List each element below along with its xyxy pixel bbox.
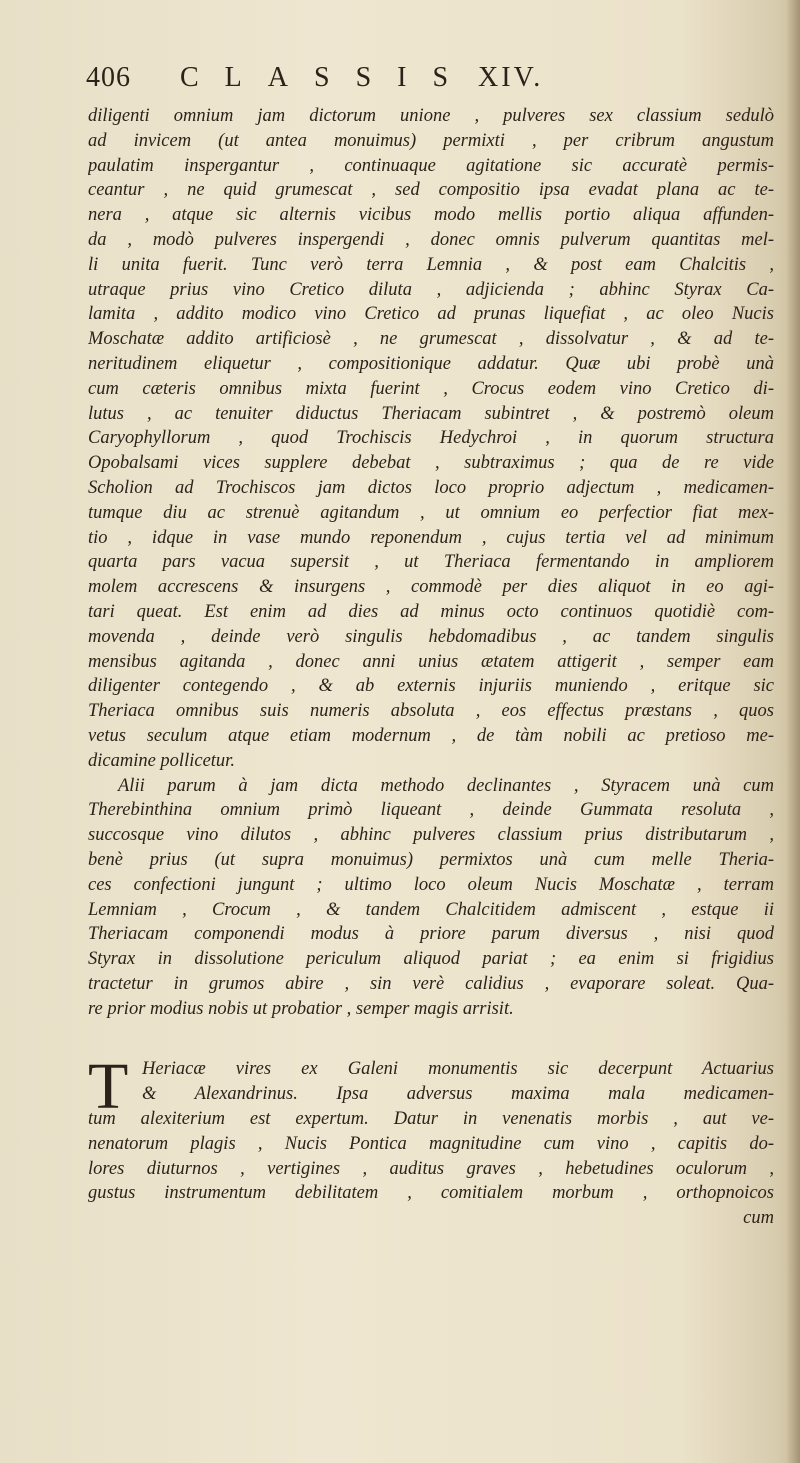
text-line: diligenti omnium jam dictorum unione , pulveres sex classium sedulò [88,106,774,126]
text-line: utraque prius vino Cretico diluta , adjicienda ; abhinc Styrax Ca- [88,279,774,300]
catchword: cum [743,1208,774,1229]
running-head [180,62,543,94]
text-line: Theriaca omnibus suis numeris absoluta , eos effectus præstans , quos [88,701,774,722]
text-line: gustus instrumentum debilitatem , comitialem morbum , orthopnoicos [88,1183,774,1204]
text-line: ces confectioni jungunt ; ultimo loco oleum Nucis Moschatæ , terram [88,874,774,895]
text-line: tumque diu ac strenuè agitandum , ut omnium eo perfectior fiat mex- [88,502,774,523]
text-line: ceantur , ne quid grumescat , sed compositio ipsa evadat plana ac te- [88,180,774,201]
text-line: neritudinem eliquetur , compositionique addatur. Quæ ubi probè unà [88,353,774,374]
page-number: 406 [86,62,131,93]
catchword-row [88,1206,774,1231]
text-line: tari queat. Est enim ad dies ad minus octo continuos quotidiè com- [88,601,774,622]
text-line: dicamine pollicetur. [88,750,235,771]
text-line: nenatorum plagis , Nucis Pontica magnitudine cum vino , capitis do- [88,1133,774,1154]
text-line: Opobalsami vices supplere debebat , subtraximus ; qua de re vide [88,453,774,474]
text-line: movenda , deinde verò singulis hebdomadibus , ac tandem singulis [88,626,774,647]
text-line: quarta pars vacua supersit , ut Theriaca fermentando in ampliorem [88,552,774,573]
text-line: lamita , addito modico vino Cretico ad prunas liquefiat , ac oleo Nucis [88,304,774,325]
text-line: molem accrescens & insurgens , commodè per dies aliquot in eo agi- [88,577,774,598]
drop-cap: T [88,1050,129,1124]
section-2-lines [88,1050,774,1206]
text-line: Alii parum à jam dicta methodo declinantes , Styracem unà cum [118,775,774,796]
running-head-number: XIV. [478,62,544,93]
text-line: succosque vino dilutos , abhinc pulveres classium prius distributarum , [88,825,774,846]
text-line: paulatim inspergantur , continuaque agitatione sic accuratè permis- [88,155,774,176]
paragraph-1 [88,104,774,774]
section-gap [88,1021,774,1057]
text-line: Styrax in dissolutione periculum aliquod pariat ; ea enim si frigidius [88,949,774,970]
text-line: tum alexiterium est expertum. Datur in venenatis morbis , aut ve- [88,1109,774,1130]
text-line: benè prius (ut supra monuimus) permixtos unà cum melle Theria- [88,849,774,870]
text-line: tractetur in grumos abire , sin verè calidius , evaporare soleat. Qua- [88,973,774,994]
page-header [86,62,766,102]
text-line: Lemniam , Crocum , & tandem Chalcitidem admiscent , estque ii [88,899,774,920]
paragraph-2 [88,774,774,1022]
text-line: Scholion ad Trochiscos jam dictos loco proprio adjectum , medicamen- [88,477,774,498]
section-theriaca-vires [88,1050,774,1206]
text-line: Moschatæ addito artificiosè , ne grumescat , dissolvatur , & ad te- [88,329,774,350]
text-line: da , modò pulveres inspergendi , donec omnis pulverum quantitas mel- [88,229,774,250]
text-line: Therebinthina omnium primò liqueant , deinde Gummata resoluta , [88,800,774,821]
text-line: tio , idque in vase mundo reponendum , cujus tertia vel ad minimum [88,527,774,548]
text-line: Caryophyllorum , quod Trochiscis Hedychroi , in quorum structura [88,428,774,449]
text-line: lores diuturnos , vertigines , auditus graves , hebetudines oculorum , [88,1158,774,1179]
text-line: mensibus agitanda , donec anni unius ætatem attigerit , semper eam [88,651,774,672]
text-line: Heriacæ vires ex Galeni monumentis sic decerpunt Actuarius [142,1059,774,1080]
text-line: li unita fuerit. Tunc verò terra Lemnia , & post eam Chalcitis , [88,254,774,275]
text-line: Theriacam componendi modus à priore parum diversus , nisi quod [88,924,774,945]
body-text [88,104,774,1231]
text-line: nera , atque sic alternis vicibus modo mellis portio aliqua affunden- [88,205,774,226]
text-line: re prior modius nobis ut probatior , semper magis arrisit. [88,998,514,1019]
text-line: ad invicem (ut antea monuimus) permixti , per cribrum angustum [88,130,774,151]
text-line: cum cæteris omnibus mixta fuerint , Crocus eodem vino Cretico di- [88,378,774,399]
text-line: diligenter contegendo , & ab externis injuriis muniendo , eritque sic [88,676,774,697]
page-edge-shadow [786,0,800,1463]
text-line: & Alexandrinus. Ipsa adversus maxima mala medicamen- [142,1084,774,1105]
text-line: vetus seculum atque etiam modernum , de tàm nobili ac pretioso me- [88,725,774,746]
running-head-title: CLASSIS [180,62,475,93]
text-line: lutus , ac tenuiter diductus Theriacam subintret , & postremò oleum [88,403,774,424]
